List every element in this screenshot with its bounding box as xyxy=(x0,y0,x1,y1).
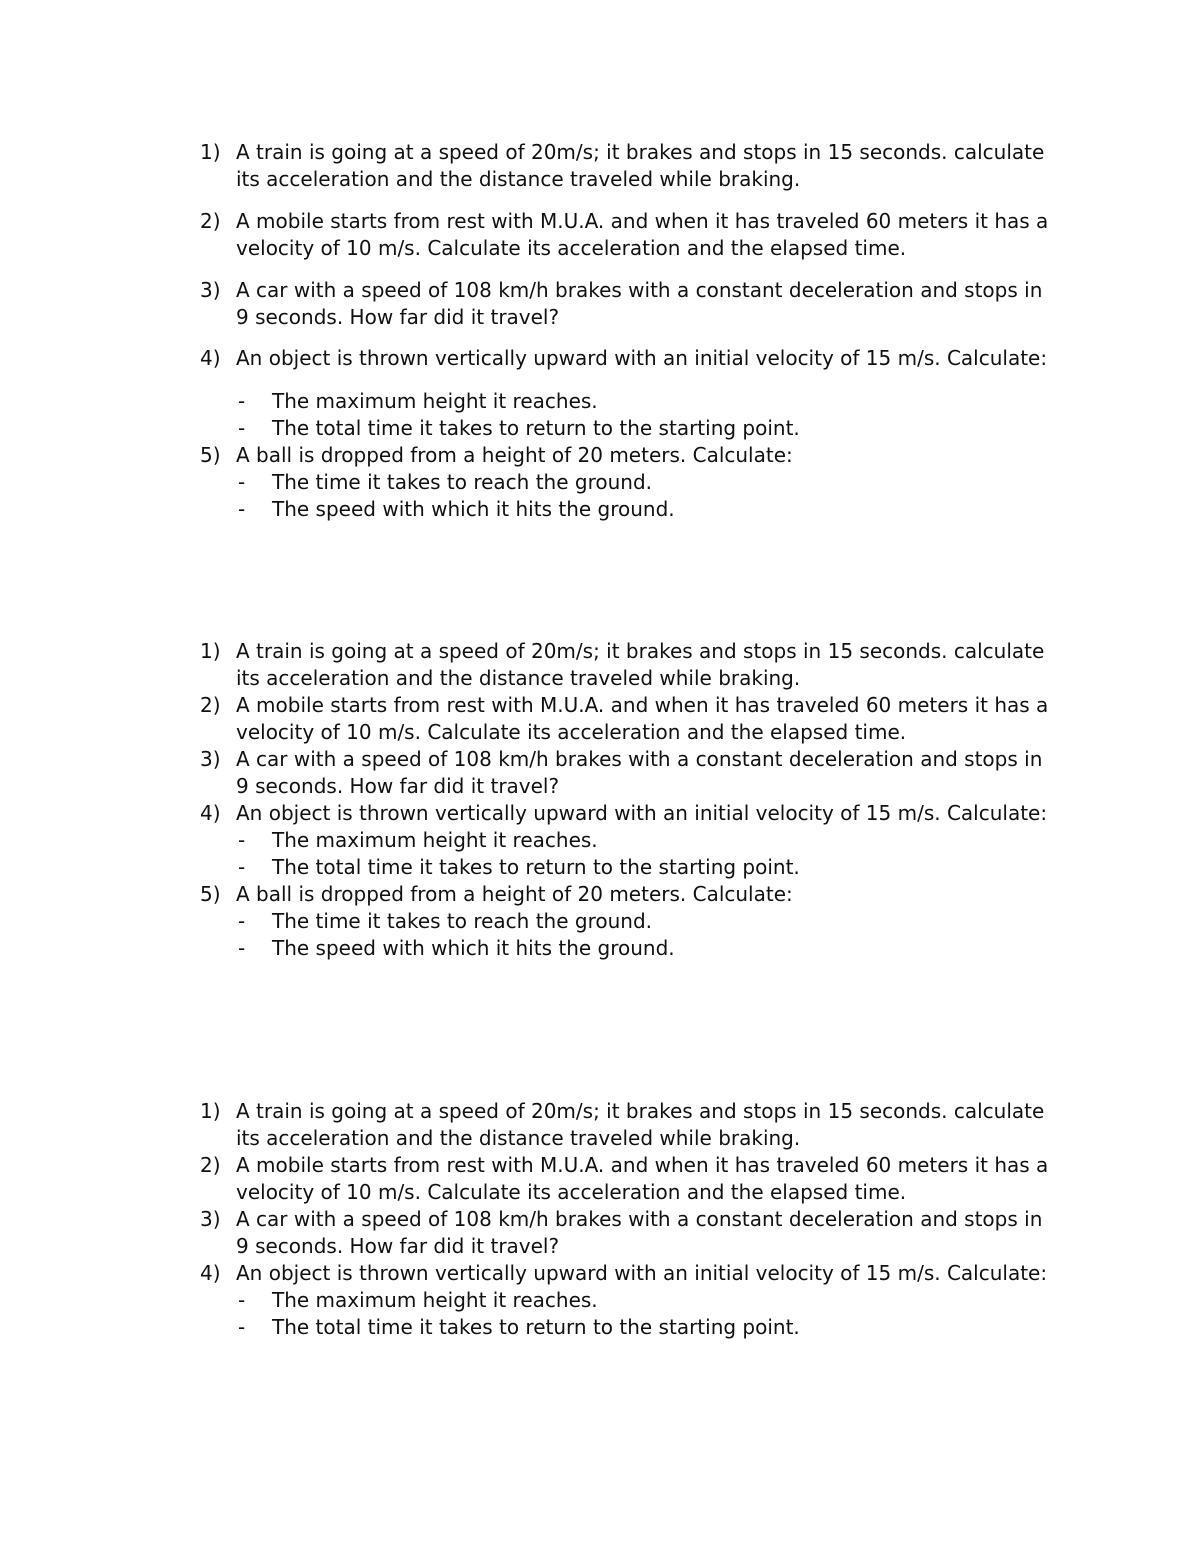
dash-bullet: - xyxy=(238,389,246,413)
sub-item xyxy=(200,388,1060,415)
sub-item xyxy=(200,935,1060,962)
sub-item xyxy=(200,415,1060,442)
sub-item xyxy=(200,908,1060,935)
question-number: 5) xyxy=(200,443,221,467)
question-number: 1) xyxy=(200,1099,221,1123)
sub-item-text: The time it takes to reach the ground. xyxy=(272,909,653,933)
dash-bullet: - xyxy=(238,497,246,521)
question-2 xyxy=(200,692,1060,746)
question-text: A ball is dropped from a height of 20 meters. Calculate: xyxy=(236,882,793,906)
question-number: 3) xyxy=(200,1207,221,1231)
question-text: A car with a speed of 108 km/h brakes with a constant deceleration and stops in 9 seconds. How far did it travel? xyxy=(236,747,1043,798)
sub-item xyxy=(200,827,1060,854)
question-number: 4) xyxy=(200,801,221,825)
dash-bullet: - xyxy=(238,936,246,960)
question-number: 1) xyxy=(200,639,221,663)
dash-bullet: - xyxy=(238,909,246,933)
question-number: 5) xyxy=(200,882,221,906)
sub-item-text: The total time it takes to return to the starting point. xyxy=(272,855,800,879)
sub-item xyxy=(200,1314,1060,1341)
question-1 xyxy=(200,1098,1060,1152)
dash-bullet: - xyxy=(238,1315,246,1339)
question-text: A car with a speed of 108 km/h brakes with a constant deceleration and stops in 9 seconds. How far did it travel? xyxy=(236,1207,1043,1258)
sub-item-text: The speed with which it hits the ground. xyxy=(272,497,675,521)
sub-item xyxy=(200,496,1060,523)
question-block-1 xyxy=(200,139,1060,523)
question-1 xyxy=(200,139,1060,193)
sub-item xyxy=(200,469,1060,496)
question-text: A ball is dropped from a height of 20 meters. Calculate: xyxy=(236,443,793,467)
question-number: 1) xyxy=(200,140,221,164)
question-1 xyxy=(200,638,1060,692)
sub-item xyxy=(200,854,1060,881)
question-4 xyxy=(200,800,1060,827)
question-3 xyxy=(200,277,1060,331)
sub-item-text: The speed with which it hits the ground. xyxy=(272,936,675,960)
dash-bullet: - xyxy=(238,470,246,494)
question-text: A mobile starts from rest with M.U.A. and when it has traveled 60 meters it has a velocity of 10 m/s. Calculate its acceleration and the elapsed time. xyxy=(236,693,1049,744)
question-text: An object is thrown vertically upward with an initial velocity of 15 m/s. Calculate: xyxy=(236,801,1048,825)
question-2 xyxy=(200,1152,1060,1206)
sub-item-text: The time it takes to reach the ground. xyxy=(272,470,653,494)
question-number: 2) xyxy=(200,1153,221,1177)
question-text: An object is thrown vertically upward with an initial velocity of 15 m/s. Calculate: xyxy=(236,346,1048,370)
question-text: A mobile starts from rest with M.U.A. and when it has traveled 60 meters it has a velocity of 10 m/s. Calculate its acceleration and the elapsed time. xyxy=(236,209,1049,260)
dash-bullet: - xyxy=(238,1288,246,1312)
sub-item-text: The maximum height it reaches. xyxy=(272,828,598,852)
dash-bullet: - xyxy=(238,828,246,852)
sub-item-text: The total time it takes to return to the starting point. xyxy=(272,1315,800,1339)
question-text: An object is thrown vertically upward with an initial velocity of 15 m/s. Calculate: xyxy=(236,1261,1048,1285)
question-3 xyxy=(200,1206,1060,1260)
sub-item-text: The maximum height it reaches. xyxy=(272,1288,598,1312)
question-text: A train is going at a speed of 20m/s; it brakes and stops in 15 seconds. calculate its acceleration and the distance traveled while braking. xyxy=(236,1099,1045,1150)
question-4 xyxy=(200,1260,1060,1287)
question-text: A mobile starts from rest with M.U.A. and when it has traveled 60 meters it has a velocity of 10 m/s. Calculate its acceleration and the elapsed time. xyxy=(236,1153,1049,1204)
question-5 xyxy=(200,881,1060,908)
question-number: 3) xyxy=(200,278,221,302)
question-number: 4) xyxy=(200,1261,221,1285)
dash-bullet: - xyxy=(238,855,246,879)
dash-bullet: - xyxy=(238,416,246,440)
question-block-3 xyxy=(200,1098,1060,1341)
question-2 xyxy=(200,208,1060,262)
question-number: 2) xyxy=(200,693,221,717)
sub-item-text: The total time it takes to return to the starting point. xyxy=(272,416,800,440)
question-5 xyxy=(200,442,1060,469)
question-3 xyxy=(200,746,1060,800)
question-number: 2) xyxy=(200,209,221,233)
sub-item-text: The maximum height it reaches. xyxy=(272,389,598,413)
sub-item xyxy=(200,1287,1060,1314)
question-text: A train is going at a speed of 20m/s; it brakes and stops in 15 seconds. calculate its acceleration and the distance traveled while braking. xyxy=(236,140,1045,191)
question-number: 3) xyxy=(200,747,221,771)
question-4 xyxy=(200,345,1060,372)
question-text: A car with a speed of 108 km/h brakes with a constant deceleration and stops in 9 seconds. How far did it travel? xyxy=(236,278,1043,329)
question-text: A train is going at a speed of 20m/s; it brakes and stops in 15 seconds. calculate its acceleration and the distance traveled while braking. xyxy=(236,639,1045,690)
question-number: 4) xyxy=(200,346,221,370)
question-block-2 xyxy=(200,638,1060,962)
